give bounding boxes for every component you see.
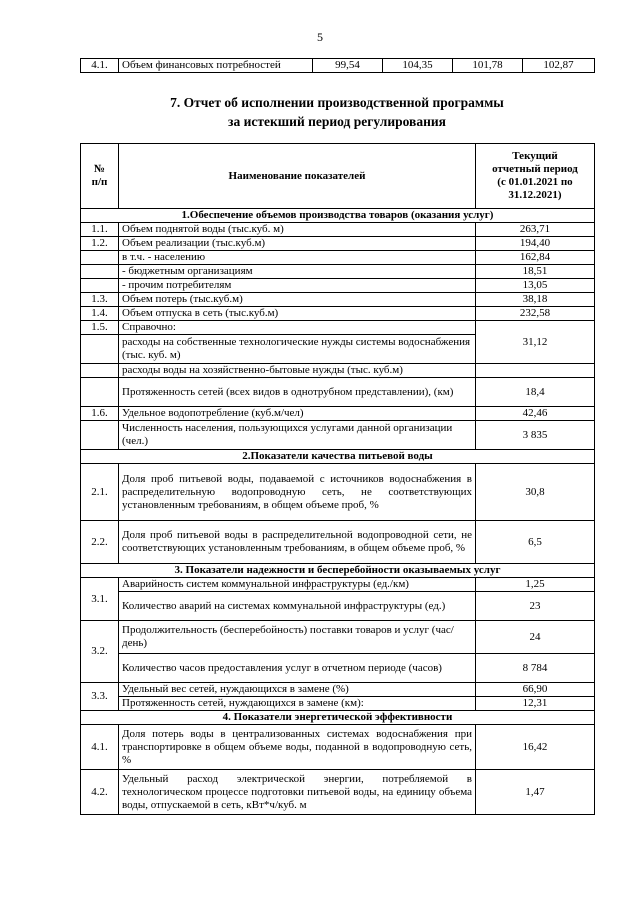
table-row [81,421,595,450]
table-row [81,464,595,521]
row-label: Доля потерь воды в централизованных системах водоснабжения при транспортировке в общем объеме воды, поданной в водопроводную сеть, % [119,725,476,770]
value-cell: 18,51 [476,265,595,279]
row-label: Объем отпуска в сеть (тыс.куб.м) [119,307,476,321]
row-number: 4.1. [81,59,119,73]
table-row [81,321,595,335]
value-cell: 23 [476,592,595,621]
section-title-line: за истекший период регулирования [228,114,446,129]
header-number: № п/п [81,144,119,209]
value-cell: 194,40 [476,237,595,251]
table-row [81,592,595,621]
value-cell: 101,78 [453,59,523,73]
row-number [81,335,119,364]
row-label: Объем реализации (тыс.куб.м) [119,237,476,251]
row-label: Доля проб питьевой воды, подаваемой с источников водоснабжения в распределительную водопроводную сеть, не соответствующих установленным требованиям, в общем объеме проб, % [119,464,476,521]
row-number: 1.6. [81,407,119,421]
value-cell: 8 784 [476,654,595,683]
row-label: в т.ч. - населению [119,251,476,265]
row-number: 3.3. [81,683,119,711]
row-label: Справочно: [119,321,476,335]
row-number: 1.5. [81,321,119,335]
table-row [81,251,595,265]
value-cell: 3 835 [476,421,595,450]
section-title [80,93,594,131]
row-number [81,265,119,279]
value-cell: 232,58 [476,307,595,321]
row-number: 1.1. [81,223,119,237]
row-label: расходы на собственные технологические нужды системы водоснабжения (тыс. куб. м) [119,335,476,364]
row-label: Удельный расход электрической энергии, потребляемой в технологическом процессе подготовки питьевой воды, на единицу объема воды, отпускаемой в сеть, кВт*ч/куб. м [119,770,476,815]
value-cell: 24 [476,621,595,654]
table-row [81,654,595,683]
row-label: Численность населения, пользующихся услугами данной организации (чел.) [119,421,476,450]
row-label: Аварийность систем коммунальной инфраструктуры (ед./км) [119,578,476,592]
row-number: 1.2. [81,237,119,251]
table-row [81,378,595,407]
table-row [81,770,595,815]
row-label: Объем поднятой воды (тыс.куб. м) [119,223,476,237]
table-row [81,293,595,307]
row-number [81,378,119,407]
row-label: - бюджетным организациям [119,265,476,279]
table-row [81,279,595,293]
value-cell: 42,46 [476,407,595,421]
value-cell: 104,35 [383,59,453,73]
row-number: 1.4. [81,307,119,321]
section-row [81,450,595,464]
table-row [81,407,595,421]
row-label: Доля проб питьевой воды в распределительной водопроводной сети, не соответствующих установленным требованиям, в общем объеме проб, % [119,521,476,564]
table-row [81,59,595,73]
row-number: 4.2. [81,770,119,815]
row-number: 1.3. [81,293,119,307]
section-heading: 3. Показатели надежности и бесперебойности оказываемых услуг [81,564,595,578]
section-heading: 4. Показатели энергетической эффективности [81,711,595,725]
value-cell: 102,87 [523,59,595,73]
page-number: 5 [317,30,323,44]
value-cell: 38,18 [476,293,595,307]
table-row [81,725,595,770]
row-number [81,251,119,265]
row-number: 2.2. [81,521,119,564]
row-number: 3.2. [81,621,119,683]
row-label: Количество часов предоставления услуг в отчетном периоде (часов) [119,654,476,683]
section-heading: 2.Показатели качества питьевой воды [81,450,595,464]
table-row [81,223,595,237]
header-period: Текущий отчетный период (с 01.01.2021 по 31.12.2021) [476,144,595,209]
header-name: Наименование показателей [119,144,476,209]
section-heading: 1.Обеспечение объемов производства товаров (оказания услуг) [81,209,595,223]
row-label: Количество аварий на системах коммунальной инфраструктуры (ед.) [119,592,476,621]
row-number: 4.1. [81,725,119,770]
row-number: 3.1. [81,578,119,621]
row-number [81,364,119,378]
row-label: Удельное водопотребление (куб.м/чел) [119,407,476,421]
row-label: расходы воды на хозяйственно-бытовые нужды (тыс. куб.м) [119,364,476,378]
row-number [81,279,119,293]
row-number [81,421,119,450]
value-cell: 263,71 [476,223,595,237]
value-cell [476,364,595,378]
value-cell: 12,31 [476,697,595,711]
value-cell: 31,12 [476,321,595,364]
row-number: 2.1. [81,464,119,521]
value-cell: 1,25 [476,578,595,592]
table-row [81,521,595,564]
value-cell: 18,4 [476,378,595,407]
value-cell: 99,54 [313,59,383,73]
value-cell: 6,5 [476,521,595,564]
table-header-row [81,144,595,209]
table-row [81,621,595,654]
value-cell: 66,90 [476,683,595,697]
section-title-line: 7. Отчет об исполнении производственной программы [170,95,504,110]
value-cell: 1,47 [476,770,595,815]
value-cell: 16,42 [476,725,595,770]
row-label: Протяженность сетей (всех видов в однотрубном представлении), (км) [119,378,476,407]
table-row [81,265,595,279]
section-row [81,209,595,223]
table-row [81,307,595,321]
section-row [81,711,595,725]
report-table [80,143,595,815]
row-label: Удельный вес сетей, нуждающихся в замене (%) [119,683,476,697]
row-label: Протяженность сетей, нуждающихся в замене (км): [119,697,476,711]
row-label: Объем потерь (тыс.куб.м) [119,293,476,307]
table-row [81,683,595,697]
row-label: Объем финансовых потребностей [119,59,313,73]
table-row [81,697,595,711]
table-row [81,578,595,592]
row-label: Продолжительность (бесперебойность) поставки товаров и услуг (час/день) [119,621,476,654]
value-cell: 162,84 [476,251,595,265]
value-cell: 30,8 [476,464,595,521]
row-label: - прочим потребителям [119,279,476,293]
table-row [81,237,595,251]
table-row [81,364,595,378]
value-cell: 13,05 [476,279,595,293]
previous-table-tail [80,58,595,73]
section-row [81,564,595,578]
